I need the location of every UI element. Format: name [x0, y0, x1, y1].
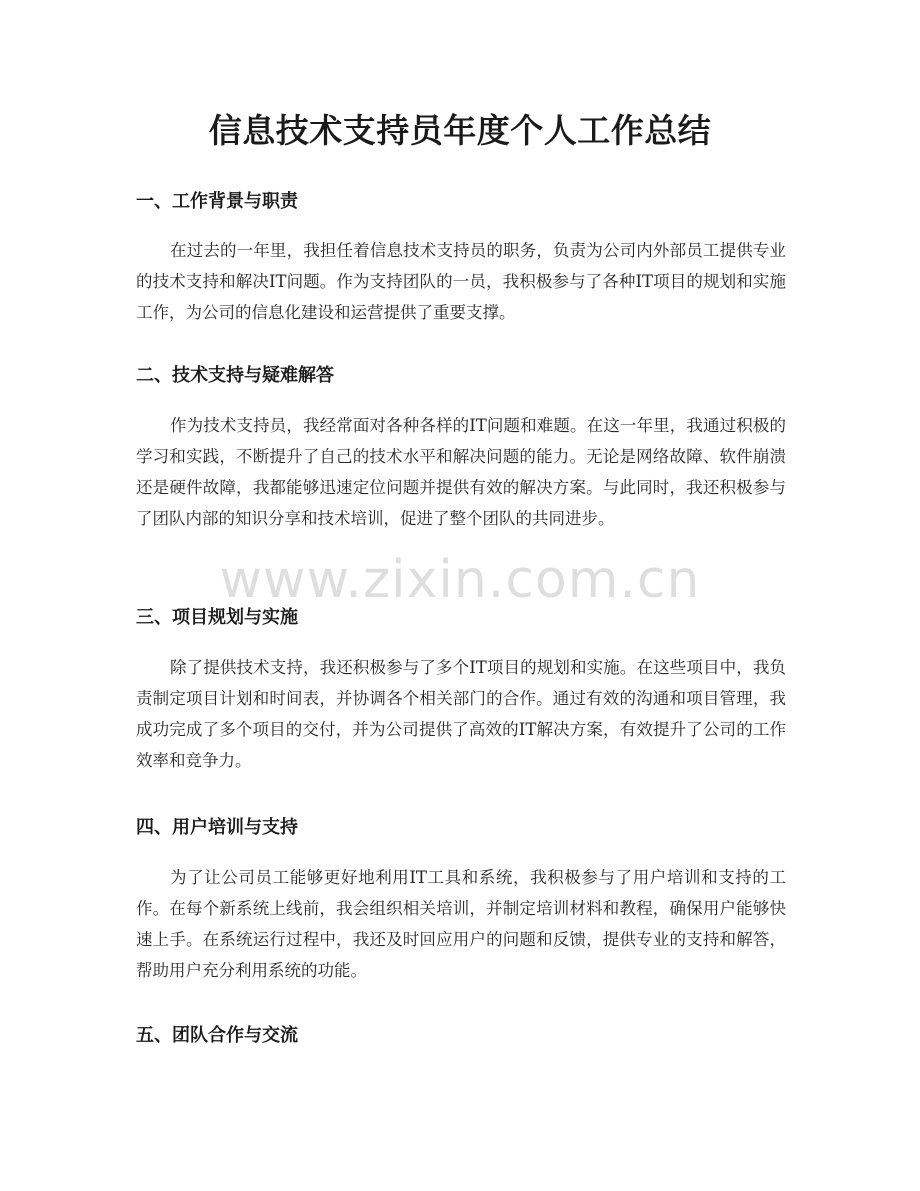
section-body-2: 作为技术支持员，我经常面对各种各样的IT问题和难题。在这一年里，我通过积极的学习和实践，不断提升了自己的技术水平和解决问题的能力。无论是网络故障、软件崩溃还是硬件故障，我都能够迅速定位问题并提供有效的解决方案。与此同时，我还积极参与了团队内部的知识分享和技术培训，促进了整个团队的共同进步。 [136, 416, 786, 528]
section-body-3: 除了提供技术支持，我还积极参与了多个IT项目的规划和实施。在这些项目中，我负责制定项目计划和时间表，并协调各个相关部门的合作。通过有效的沟通和项目管理，我成功完成了多个项目的交付，并为公司提供了高效的IT解决方案，有效提升了公司的工作效率和竞争力。 [136, 658, 786, 770]
section-heading-5: 五、团队合作与交流 [136, 1025, 298, 1046]
section-body-4: 为了让公司员工能够更好地利用IT工具和系统，我积极参与了用户培训和支持的工作。在每个新系统上线前，我会组织相关培训，并制定培训材料和教程，确保用户能够快速上手。在系统运行过程中，我还及时回应用户的问题和反馈，提供专业的支持和解答，帮助用户充分利用系统的功能。 [136, 868, 786, 980]
section-heading-2: 二、技术支持与疑难解答 [136, 365, 334, 386]
section-heading-3: 三、项目规划与实施 [136, 607, 298, 628]
section-heading-1: 一、工作背景与职责 [136, 191, 298, 212]
document-title: 信息技术支持员年度个人工作总结 [208, 111, 712, 150]
section-heading-4: 四、用户培训与支持 [136, 817, 298, 838]
section-body-1: 在过去的一年里，我担任着信息技术支持员的职务，负责为公司内外部员工提供专业的技术支持和解决IT问题。作为支持团队的一员，我积极参与了各种IT项目的规划和实施工作，为公司的信息化建设和运营提供了重要支撑。 [136, 241, 786, 322]
watermark: www.zixin.com.cn [219, 550, 701, 610]
